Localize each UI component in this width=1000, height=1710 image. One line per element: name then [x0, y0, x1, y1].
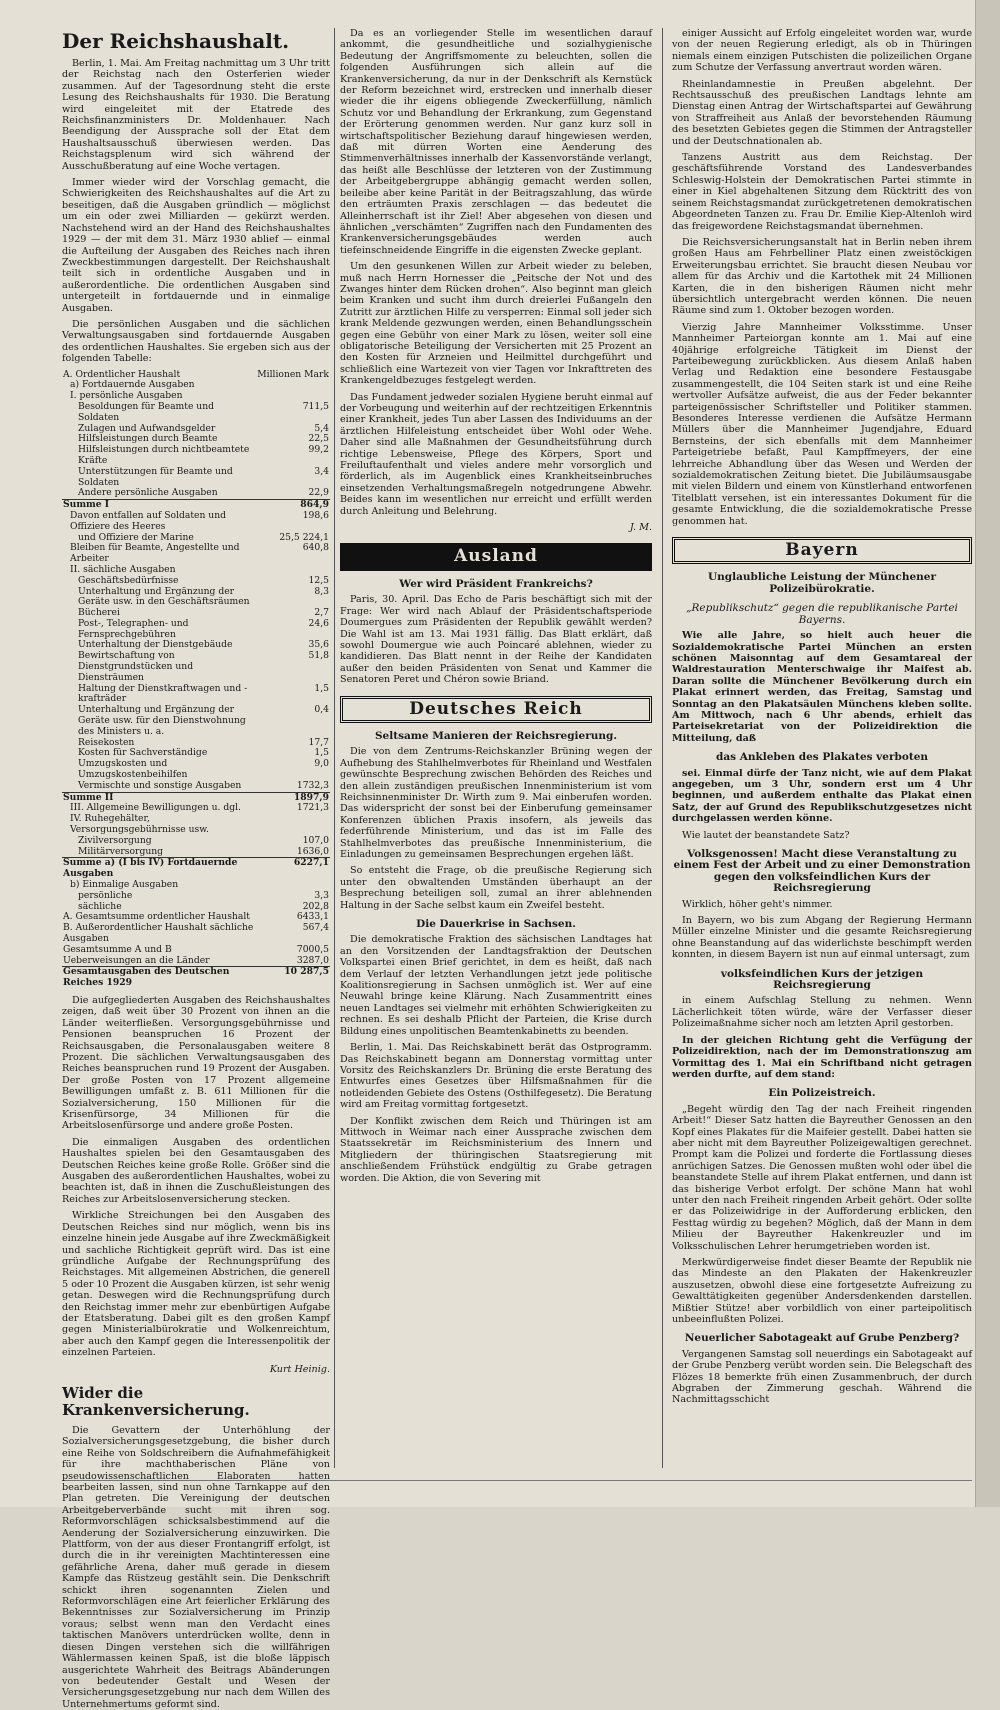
budget-row — [62, 891, 330, 902]
budget-amount: 6433,1 — [296, 911, 329, 923]
budget-row — [62, 858, 330, 880]
budget-amount: 1636,0 — [296, 845, 329, 857]
paragraph: Die einmaligen Ausgaben des ordentlichen Haushaltes spielen bei den Gesamtausgaben des Deutschen Reiches keine große Rolle. Größer sind die Ausgaben des außerordentlichen Haushaltes, wobei zu beachten ist, daß in ihnen die Zuschußleistungen des Reiches zur Arbeitslosenversicherung stecken. — [62, 1136, 330, 1205]
budget-amount — [256, 380, 330, 391]
budget-amount: 7000,5 — [296, 943, 329, 955]
emphasis-line: volksfeindlichen Kurs der jetzigen Reichsregierung — [720, 967, 924, 992]
paragraph: Wie alle Jahre, so hielt auch heuer die Sozialdemokratische Partei München an ersten schönen Maisonntag auf dem Gesamtareal der Waldrestauration Menterschwaige ihr Maifest ab. Daran sollte die Münchener Bevölkerung durch ein Plakat erinnert werden, das Freitag, Samstag und Sonntag an den Plakatsäulen Münchens kleben sollte. Am Mittwoch, nach 6 Uhr abends, erhielt das Parteisekretariat von der Polizeidirektion die Mitteilung, daß — [672, 630, 972, 744]
budget-label: A. Ordentlicher Haushalt — [63, 368, 181, 380]
budget-row — [62, 923, 330, 945]
budget-amount: 10 287,5 — [256, 967, 330, 989]
budget-label: Bewirtschaftung von Dienstgrundstücken und Diensträumen — [78, 650, 194, 683]
paragraph: Die Gevattern der Unterhöhlung der Sozialversicherungsgesetzgebung, die bisher durch eine Reihe von Soldschreibern die Aufnahmefähigkeit für ihre machthaberischen Pläne von pseudowissenschaftlichen Elaboraten hatten bearbeiten lassen, sind nun ohne Tarnkappe auf den Plan getreten. Die Vereinigung der deutschen Arbeitgeberverbände sucht mit ihren sog. Reformvorschlägen schicksalsbestimmend auf die Aenderung der Sozialversicherung einzuwirken. Die Plattform, von der aus dieser Frontangriff erfolgt, ist durch die in ihr vereinigten Machtinteressen eine gefährliche Arena, daher muß gerade in diesem Kampfe das Rüstzeug gestählt sein. Die Denkschrift schickt ihren sogenannten Zielen und Reformvorschlägen eine Art feierlicher Erklärung des Bekenntnisses zur Sozialversicherung im Prinzip voraus; selbst wenn man den Verdacht eines taktischen Manövers unterdrücken wollte, denn in diesen Dingen verstehen sich die willfährigen Wählermassen keinen Spaß, ist die bloße läppisch ausgerichtete Wahrheit des Beitrags Abänderungen von bedeutender Gestalt und Wesen der Versicherungsgesetzgebung nur nach dem Willen des Unternehmertums geformt sind. — [62, 1424, 330, 1710]
budget-amount: 5,4 — [314, 422, 329, 434]
budget-label: b) Einmalige Ausgaben — [70, 879, 179, 891]
paragraph: Da es an vorliegender Stelle im wesentlichen darauf ankommt, die gesundheitliche und sozialhygienische Bedeutung der Angriffsmomente zu beleuchten, sollen die folgenden Ausführungen sich allein auf die Krankenversicherung, da nur in der Denkschrift als Kernstück der Reform bezeichnet wird, erstrecken und innerhalb dieser wieder die ihr eigens obliegende Zweckerfüllung, nämlich Schutz vor und Behandlung der Erkrankung, zum Gegenstand der Erörterung genommen werden. Nur ganz kurz soll in wirtschaftspolitischer Beziehung darauf hingewiesen werden, daß mit dürren Worten eine Aenderung des Stimmenverhältnisses innerhalb der Kassenvorstände verlangt, das heißt alle Beschlüsse der letzteren von der Zustimmung der Arbeitgebergruppe abhängig gemacht werden sollen, beileibe aber keine Parität in der Beitragszahlung, das würde den erträumten Praxis zerschlagen — das bedeutet die Alleinherrschaft ist ihr Ziel! Aber abgesehen von diesen und ähnlichen „verschämten“ Zugriffen nach den Fundamenten des Krankenversicherungsgebäudes werden auch tiefeinschneidende Eingriffe in die eigensten Zwecke geplant. — [340, 28, 652, 256]
budget-label: Unterstützungen für Beamte und Soldaten — [78, 465, 233, 488]
paragraph: Berlin, 1. Mai. Das Reichskabinett berät das Ostprogramm. Das Reichskabinett begann am Donnerstag vormittag unter Vorsitz des Reichskanzlers Dr. Brüning die erste Beratung des Entwurfes eines Gesetzes über Hilfsmaßnahmen für die notleidenden Gebiete des Ostens (Osthilfegesetz). Die Beratung wird am Freitag vormittag fortgesetzt. — [340, 1042, 652, 1111]
author-signature: J. M. — [629, 522, 652, 534]
budget-amount: 107,0 — [302, 834, 329, 846]
budget-amount: 6227,1 — [256, 858, 330, 880]
budget-amount: 1721,3 — [296, 802, 329, 814]
budget-amount — [256, 814, 330, 836]
paragraph: Vierzig Jahre Mannheimer Volksstimme. Unser Mannheimer Parteiorgan konnte am 1. Mai auf eine 40jährige erfolgreiche Tätigkeit im Dienst der Parteibewegung zurückblicken. Aus diesem Anlaß haben Verlag und Redaktion eine besondere Festausgabe zusammengestellt, die 104 Seiten stark ist und eine Reihe wertvoller Aufsätze aufweist, die aus der Feder bekannter parteigenössischer Schriftsteller und Politiker stammen. Besonderes Interesse verdienen die Aufsätze Hermann Müllers über die Mannheimer Jugendjahre, Eduard Bernsteins, der sich ebenfalls mit dem Mannheimer Parteigetriebe befaßt, Paul Kampffmeyers, der eine lehrreiche Abhandlung über das Wesen und Werden der sozialdemokratischen Zeitung bietet. Die Jubiläumsausgabe mit vielen Bildern und einem von Künstlerhand entworfenen Titelblatt versehen, ist ein interessantes Dokument für die gesamte Entwicklung, die die sozialdemokratische Presse genommen hat. — [672, 321, 972, 527]
budget-row — [62, 402, 330, 424]
budget-label: Gesamtsumme A und B — [63, 943, 172, 955]
paragraph: Die Reichsversicherungsanstalt hat in Berlin neben ihrem großen Haus am Fehrbelliner Platz einen zweistöckigen Erweiterungsbau errichtet. Sie braucht diesen Neubau vor allem für das Archiv und die Kartothek mit 24 Millionen Karten, die in den bisherigen Räumen nicht mehr übersichtlich untergebracht werden können. Die neuen Räume sind zum 1. Oktober bezogen worden. — [672, 236, 972, 317]
budget-row — [62, 781, 330, 792]
budget-label: Militärversorgung — [78, 845, 164, 857]
budget-label: Vermischte und sonstige Ausgaben — [78, 779, 242, 791]
paragraph: Um den gesunkenen Willen zur Arbeit wieder zu beleben, muß nach Herrn Hornesser die „Peitsche der Not und des Zwanges hinter dem Rücken drohen“. Also beginnt man gleich beim Kranken und sucht ihm durch dreierlei Fußangeln den Zutritt zur ärztlichen Hilfe zu versperren: Einmal soll jeder sich krank Meldende gezwungen werden, einen Behandlungsschein gegen eine Gebühr von einer Mark zu lösen, weiter soll eine obligatorische Beteiligung der Versicherten mit 25 Prozent an den Kosten für Arzneien und Heilmittel durchgeführt und schließlich eine Wartezeit von vier Tagen vor Inkrafttreten des Krankengeldbezuges festgelegt werden. — [340, 261, 652, 387]
budget-amount: 1,5 — [314, 682, 329, 694]
article-title-reichshaushalt: Der Reichshaushalt. — [62, 29, 290, 53]
budget-amount: 22,5 — [308, 433, 329, 445]
budget-row — [62, 587, 330, 609]
budget-label: a) Fortdauernde Ausgaben — [70, 379, 195, 391]
budget-amount: 3,4 — [314, 465, 329, 477]
budget-label: Kosten für Sachverständige — [78, 747, 208, 759]
quoted-slogan: Volksgenossen! Macht diese Veranstaltung zu einem Fest der Arbeit und zu einer Demonstration gegen den volksfeindlichen Kurs der Reichsregierung — [673, 848, 971, 895]
budget-label: Unterhaltung der Dienstgebäude — [78, 639, 233, 651]
column-3 — [672, 28, 972, 1468]
paragraph: sei. Einmal dürfe der Tanz nicht, wie auf dem Plakat angegeben, um 3 Uhr, sondern erst um 4 Uhr beginnen, und außerdem enthalte das Plakat einen Satz, der auf Grund des Republikschutzgesetzes nicht durchgelassen werden könne. — [672, 767, 972, 825]
budget-row — [62, 619, 330, 641]
budget-amount: Millionen Mark — [257, 368, 329, 380]
paragraph: Die demokratische Fraktion des sächsischen Landtages hat an den Vorsitzenden der Landtagsfraktion der Deutschen Volkspartei einen Brief gerichtet, in dem es heißt, daß nach dem Verlauf der letzten Verhandlungen jetzt jede politische Koalitionsregierung in Sachsen unmöglich ist. Wer auf eine Neuwahl bringe keine Klärung. Nach Zusammentritt eines neuen Landtages sei vielmehr mit erhöhten Schwierigkeiten zu rechnen. Es sei deshalb Pflicht der Parteien, die Krise durch Bildung eines unpolitischen Beamtenkabinetts zu beenden. — [340, 934, 652, 1037]
paragraph: Rheinlandamnestie in Preußen abgelehnt. Der Rechtsausschuß des preußischen Landtags lehnte am Dienstag einen Antrag der Wirtschaftspartei auf Gewährung von Straffreiheit aus Anlaß der bevorstehenden Räumung des besetzten Gebietes gegen die Stimmen der Antragsteller und der Deutschnationalen ab. — [672, 78, 972, 147]
budget-label: Unterhaltung und Ergänzung der Geräte usw. für den Dienstwohnung des Ministers u. a. — [78, 704, 246, 737]
paragraph: einiger Aussicht auf Erfolg eingeleitet worden war, wurde von der neuen Regierung erledigt, als ob in Thüringen niemals einem einzigen Putschisten die polizeilichen Organe zum Schutze der Verfassung anvertraut worden wären. — [672, 28, 972, 74]
page-edge — [975, 0, 1000, 1507]
budget-amount: 864,9 — [256, 500, 330, 511]
column-rule — [662, 28, 663, 1468]
budget-label: Post-, Telegraphen- und Fernsprechgebühren — [78, 617, 189, 640]
budget-row — [62, 705, 330, 737]
budget-row — [62, 467, 330, 489]
budget-row — [62, 945, 330, 956]
paragraph: So entsteht die Frage, ob die preußische Regierung sich unter den obwaltenden Umständen überhaupt an der Besprechung beteiligen soll, zumal an ihrer ablehnenden Haltung in der Sache selbst kaum ein Zweifel besteht. — [340, 865, 652, 911]
paragraph: in einem Aufschlag Stellung zu nehmen. Wenn Lächerlichkeit töten würde, wäre der Verfasser dieser Polizeimaßnahme sicher noch am letzten April gestorben. — [672, 995, 972, 1030]
budget-amount: 9,0 — [314, 758, 329, 770]
budget-amount: 22,9 — [308, 487, 329, 499]
paragraph: In Bayern, wo bis zum Abgang der Regierung Hermann Müller einzelne Minister und die gesamte Reichsregierung ohne Beanstandung auf das widerlichste beschimpft werden konnten, in diesem Bayern ist nun auf einmal untersagt, zum — [672, 915, 972, 961]
paragraph: Die aufgegliederten Ausgaben des Reichshaushaltes zeigen, daß weit über 30 Prozent von ihnen an die Länder weiterfließen. Versorgungsgebührnisse und Pensionen beanspruchen 16 Prozent der Reichsausgaben, die Personalausgaben weitere 8 Prozent. Die sächlichen Verwaltungsausgaben des Reiches beanspruchen rund 19 Prozent der Ausgaben. Der große Posten von 17 Prozent allgemeine Bewilligungen umfaßt z. B. 611 Millionen für die Sozialversicherung, 150 Millionen für die Krisenfürsorge, 34 Millionen für die Arbeitslosenfürsorge und andere große Posten. — [62, 994, 330, 1132]
paragraph: Immer wieder wird der Vorschlag gemacht, die Schwierigkeiten des Reichshaushaltes auf die Art zu beseitigen, daß die Ausgaben gründlich — möglichst um ein oder zwei Milliarden — gekürzt werden. Nachstehend wird an der Hand des Reichshaushaltes 1929 — der mit dem 31. März 1930 ablief — einmal die Aufteilung der Ausgaben des Reiches nach ihren Zweckbestimmungen dargestellt. Der Reichshaushalt teilt sich in ordentliche Ausgaben und in außerordentliche. Die ordentlichen Ausgaben sind untergeteilt in fortdauernde und in einmalige Ausgaben. — [62, 177, 330, 314]
paragraph: Paris, 30. April. Das Echo de Paris beschäftigt sich mit der Frage: Wer wird nach Ablauf der Präsidentschaftsperiode Doumergues zum Präsidenten der Republik gewählt werden? Die Wahl ist am 13. Mai 1931 fällig. Das Blatt erklärt, daß sowohl Doumergue wie auch Poincaré ablehnen, wieder zu kandidieren. Das Blatt nennt in der Reihe der Kandidaten außer den beiden Präsidenten von Senat und Kammer die Senatoren Peret und Chéron sowie Briand. — [340, 594, 652, 686]
budget-label: Zulagen und Aufwandsgelder — [78, 422, 216, 434]
article-subheadline: „Republikschutz“ gegen die republikanische Partei Bayerns. — [686, 602, 958, 626]
budget-amount: 51,8 — [308, 650, 329, 662]
column-1 — [62, 28, 330, 1710]
budget-label: Geschäftsbedürfnisse — [78, 574, 179, 586]
budget-label: Gesamtausgaben des Deutschen Reiches 1929 — [62, 967, 256, 989]
budget-amount: 3287,0 — [296, 954, 329, 966]
author-signature: Kurt Heinig. — [269, 1363, 330, 1375]
budget-row — [62, 543, 330, 565]
article-headline: Seltsame Manieren der Reichsregierung. — [374, 729, 618, 742]
paragraph: Berlin, 1. Mai. Am Freitag nachmittag um 3 Uhr tritt der Reichstag nach den Osterferien wieder zusammen. Auf der Tagesordnung steht die erste Lesung des Reichshaushalts für 1930. Die Beratung wird eingeleitet mit der Etatrede des Reichsfinanzministers Dr. Moldenhauer. Nach Beendigung der Aussprache soll der Etat dem Haushaltsausschuß überwiesen werden. Das Reichstagsplenum wird sich während der Ausschußberatung auf eine Woche vertagen. — [62, 58, 330, 172]
budget-amount: 0,4 — [314, 704, 329, 716]
article-title-krankenversicherung: Wider die Krankenversicherung. — [62, 1383, 250, 1419]
budget-row — [62, 445, 330, 467]
article-headline: Wer wird Präsident Frankreichs? — [399, 577, 593, 590]
budget-label: Summe II — [62, 792, 256, 803]
budget-amount: 3,3 — [314, 889, 329, 901]
budget-amount: 1,5 — [314, 747, 329, 759]
paragraph: Vergangenen Samstag soll neuerdings ein Sabotageakt auf der Grube Penzberg verübt worden sein. Die Belegschaft des Flözes 18 bemerkte früh einen Zusammenbruch, der durch Abgraben der Zimmerung geschah. Während die Nachmittagsschicht — [672, 1348, 972, 1406]
budget-amount: 99,2 — [308, 444, 329, 456]
budget-label: Summe I — [62, 500, 256, 511]
budget-amount: 2,7 — [314, 607, 329, 619]
column-2 — [340, 28, 652, 1468]
budget-label: Andere persönliche Ausgaben — [78, 487, 218, 499]
paragraph: „Begeht würdig den Tag der nach Freiheit ringenden Arbeit!“ Dieser Satz hatten die Bayreuther Genossen an den Kopf eines Plakates für die Maifeier gestellt. Dabei hatten sie aber nicht mit dem Bayreuther Polizeigewaltigen gerechnet. Prompt kam die Polizei und forderte die Fortlassung dieses anrüchigen Satzes. Die Genossen mußten wohl oder übel die beanstandete Stelle auf ihrem Plakat entfernen, und dann ist das bisherige Verbot erfolgt. Der schöne Mann hat wohl unter den nach Freiheit ringenden Arbeit gehört. Oder sollte er das Polizeiwidrige in der Aufforderung erblicken, den Festtag würdig zu begehen? Möglich, daß der Mann in dem Milieu der Bayreuther Hakenkreuzler und im Volksschulischen Lehrer herumgetrieben worden ist. — [672, 1103, 972, 1252]
section-banner-deutsches-reich: Deutsches Reich — [340, 696, 652, 723]
article-headline: Unglaubliche Leistung der Münchener Polizeibürokratie. — [708, 571, 936, 595]
paragraph: Tanzens Austritt aus dem Reichstag. Der geschäftsführende Vorstand des Landesverbandes Schleswig-Holstein der Demokratischen Partei stimmte in einer in Kiel abgehaltenen Sitzung dem Rücktritt des von seinem Reichstagsmandat zurückgetretenen demokratischen Abgeordneten Tanzen zu. Frau Dr. Emilie Kiep-Altenloh wird das freigewordene Reichstagsmandat übernehmen. — [672, 152, 972, 232]
budget-label: Reisekosten — [78, 736, 135, 748]
budget-label: Davon entfallen auf Soldaten und Offiziere des Heeres — [70, 509, 226, 532]
budget-label: I. persönliche Ausgaben — [70, 390, 183, 402]
section-banner-bayern: Bayern — [672, 537, 972, 564]
budget-row — [62, 847, 330, 858]
budget-row — [62, 956, 330, 967]
budget-label: persönliche — [78, 889, 133, 901]
budget-label: A. Gesamtsumme ordentlicher Haushalt — [63, 911, 250, 923]
budget-row — [62, 576, 330, 587]
budget-amount: 25,5 224,1 — [279, 531, 329, 543]
budget-label: Haltung der Dienstkraftwagen und -krafträder — [78, 682, 248, 705]
budget-label: III. Allgemeine Bewilligungen u. dgl. — [70, 802, 241, 814]
budget-row — [62, 836, 330, 847]
budget-label: Hilfsleistungen durch Beamte — [78, 433, 218, 445]
article-headline: Ein Polizeistreich. — [768, 1087, 876, 1100]
budget-amount: 1897,9 — [256, 792, 330, 803]
paragraph: Die persönlichen Ausgaben und die sächlichen Verwaltungsausgaben sind fortdauernde Ausgaben des ordentlichen Haushaltes. Sie ergeben sich aus der folgenden Tabelle: — [62, 318, 330, 365]
budget-row — [62, 759, 330, 781]
budget-amount: 640,8 — [302, 542, 329, 554]
budget-amount: 12,5 — [308, 574, 329, 586]
budget-label: B. Außerordentlicher Haushalt sächliche Ausgaben — [63, 922, 254, 944]
budget-label: Ueberweisungen an die Länder — [63, 954, 210, 966]
budget-amount: 35,6 — [308, 639, 329, 651]
budget-table — [62, 370, 330, 989]
budget-amount: 198,6 — [302, 509, 329, 521]
budget-label: Bücherei — [78, 607, 120, 619]
budget-row — [62, 651, 330, 683]
budget-row — [62, 488, 330, 499]
paragraph: Merkwürdigerweise findet dieser Beamte der Republik nie das Mindeste an den Plakaten der Hakenkreuzler auszusetzen, obwohl diese eine fortgesetzte Aufreizung zu Gewalttätigkeiten gegenüber Andersdenkenden darstellen. Mißtier Stütze! aber vorbildlich von einer parteipolitisch unbeeinflußten Polizei. — [672, 1257, 972, 1326]
budget-label: Summe a) (I bis IV) Fortdauernde Ausgaben — [62, 858, 256, 880]
emphasis-line: das Ankleben des Plakates verboten — [715, 751, 929, 764]
paragraph: Das Fundament jedweder sozialen Hygiene beruht einmal auf der Vorbeugung und weiterhin auf der rechtzeitigen Erkenntnis einer Krankheit, jedes Tun aber Lassen des Individuums an der ärztlichen Hilfeleistung entscheidet über Wohl oder Wehe. Daher sind alle Maßnahmen der Gesundheitsführung durch richtige Lebensweise, Pflege des Körpers, Sport und Freiluftaufenthalt und vieles andere mehr vorsorglich und förderlich, als im Augenblick eines Krankheitseinbruches einsetzenden Verhaltungsmaßregeln notgedrungene Abwehr. Beides kann im wesentlichen nur erreicht und erfüllt werden durch Anleitung und Belehrung. — [340, 391, 652, 517]
budget-amount: 24,6 — [308, 617, 329, 629]
budget-label: und Offiziere der Marine — [78, 531, 194, 543]
budget-row — [62, 967, 330, 989]
budget-label: Besoldungen für Beamte und Soldaten — [78, 400, 215, 423]
budget-label: Zivilversorgung — [78, 834, 152, 846]
budget-amount: 17,7 — [308, 736, 329, 748]
budget-label: II. sächliche Ausgaben — [70, 563, 176, 575]
budget-amount: 567,4 — [302, 922, 329, 934]
paragraph: Der Konflikt zwischen dem Reich und Thüringen ist am Mittwoch in Weimar nach einer Aussprache zwischen dem Staatssekretär im Reichsministerium des Innern und Mitgliedern der thüringischen Staatsregierung mit anschließendem Frühstück endgültig zu Grabe getragen worden. Die Aktion, die von Severing mit — [340, 1115, 652, 1184]
budget-row — [62, 814, 330, 836]
article-headline: Neuerlicher Sabotageakt auf Grube Penzberg? — [684, 1332, 960, 1345]
column-rule — [334, 28, 335, 1468]
budget-row — [62, 684, 330, 706]
budget-label: Hilfsleistungen durch nichtbeamtete Kräfte — [78, 444, 250, 466]
budget-amount: 711,5 — [302, 400, 329, 412]
paragraph: In der gleichen Richtung geht die Verfügung der Polizeidirektion, nach der im Demonstrationszug am Vormittag des 1. Mai ein Schriftband nicht getragen werden durfte, auf dem stand: — [672, 1034, 972, 1080]
paragraph: Wirkliche Streichungen bei den Ausgaben des Deutschen Reiches sind nur möglich, wenn bis ins einzelne hinein jede Ausgabe auf ihre Zweckmäßigkeit und sachliche Richtigkeit geprüft wird. Das ist eine gründliche Aufgabe der Rechnungsprüfung des Reichstages. Mit allgemeinen Abstrichen, die generell 5 oder 10 Prozent die Ausgaben kürzen, ist sehr wenig getan. Deswegen wird die Rechnungsprüfung durch den Reichstag immer mehr zur ebenbürtigen Aufgabe der Etatsberatung. Dabei gilt es den großen Kampf gegen Ministerialbürokratie und Wolkenreichtum, aber auch den Kampf gegen die Interessenpolitik der einzelnen Parteien. — [62, 1210, 330, 1359]
budget-amount: 1732,3 — [296, 779, 329, 791]
budget-label: Umzugskosten und Umzugskostenbeihilfen — [78, 758, 188, 781]
budget-amount: 8,3 — [314, 585, 329, 597]
paragraph: Die von dem Zentrums-Reichskanzler Brüning wegen der Aufhebung des Stahlhelmverbotes für Rheinland und Westfalen gewünschte Besprechung zwischen Behörden des Reiches und den allein zuständigen preußischen Innenministerium ist vom Reichsinnenminister Dr. Wirth zum 9. Mai einberufen worden. Das widerspricht der sonst bei der Einberufung gemeinsamer Konferenzen üblichen Praxis insofern, als jeweils das federführende Ministerium, und das ist im Falle des Stahlhelmverbotes das preußische Innenministerium, die Einladungen zu gemeinsamen Besprechungen ergehen läßt. — [340, 746, 652, 860]
budget-label: IV. Ruhegehälter, Versorgungsgebührnisse usw. — [70, 813, 209, 836]
article-headline: Die Dauerkrise in Sachsen. — [416, 918, 576, 931]
paragraph: Wirklich, höher geht's nimmer. — [682, 898, 833, 910]
budget-row — [62, 511, 330, 533]
budget-amount: 202,8 — [302, 900, 329, 912]
budget-label: Unterhaltung und Ergänzung der Geräte usw. in den Geschäftsräumen — [78, 585, 250, 608]
budget-label: Bleiben für Beamte, Angestellte und Arbeiter — [70, 542, 240, 565]
budget-label: sächliche — [78, 900, 122, 912]
section-banner-ausland: Ausland — [340, 543, 652, 570]
paragraph: Wie lautet der beanstandete Satz? — [682, 829, 850, 841]
